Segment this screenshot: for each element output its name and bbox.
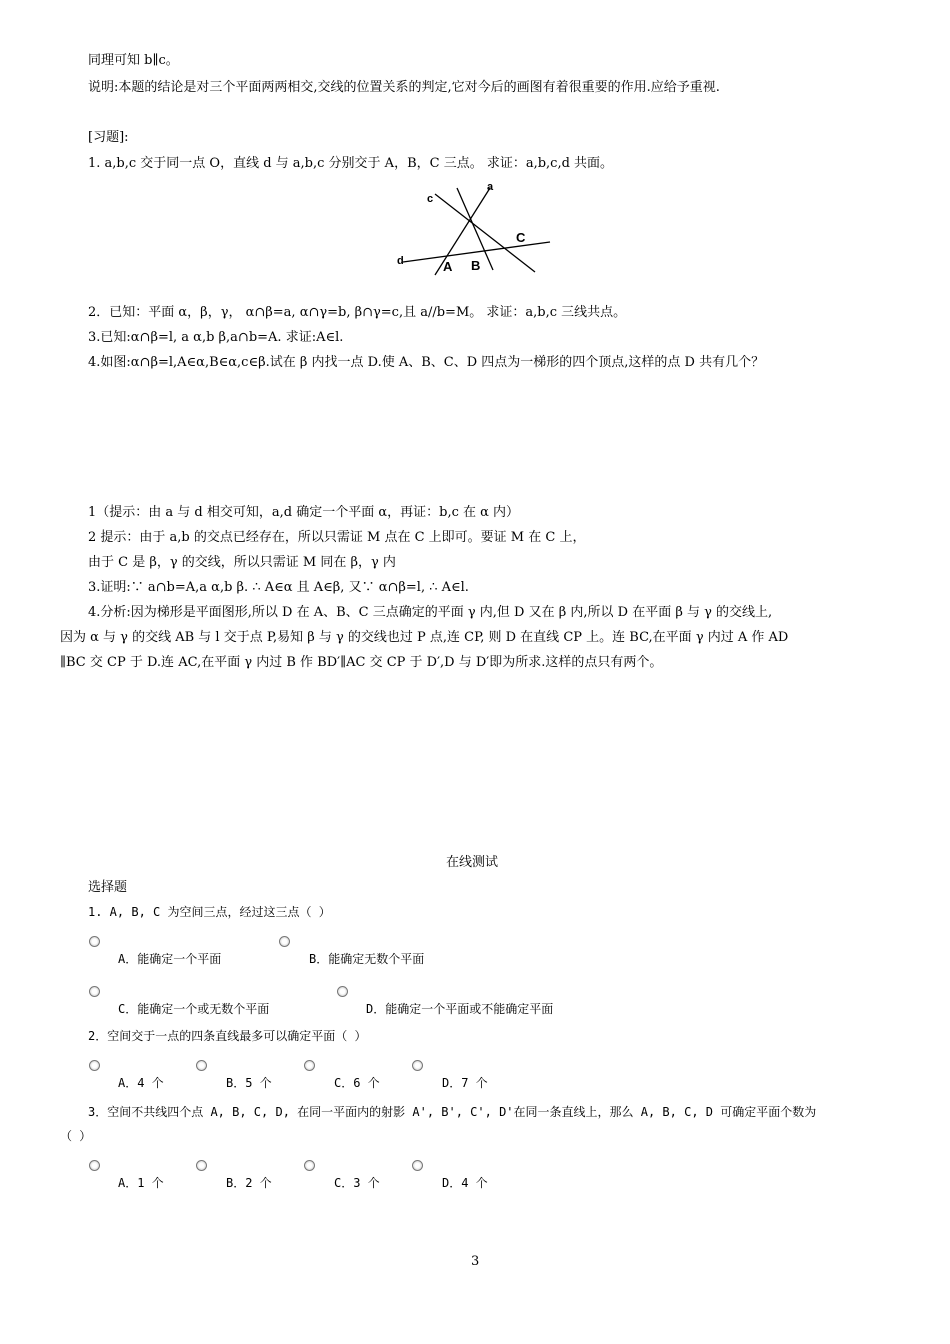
q2-option-d-radio[interactable]: [412, 1060, 423, 1071]
q1-option-a: A．能确定一个平面: [118, 952, 222, 966]
geometry-figure: [395, 180, 555, 280]
q1-option-d-radio[interactable]: [337, 986, 348, 997]
q2-option-a-radio[interactable]: [89, 1060, 100, 1071]
q2-option-c-radio[interactable]: [304, 1060, 315, 1071]
exercise-heading: [习题]:: [88, 130, 129, 145]
exercise-2: 2．已知：平面 α，β，γ， α∩β=a, α∩γ=b, β∩γ=c,且 a//b=M。 求证：a,b,c 三线共点。: [88, 305, 627, 320]
q3-option-d: D．4 个: [442, 1176, 488, 1190]
q2-option-d: D．7 个: [442, 1076, 488, 1090]
text-line: 说明:本题的结论是对三个平面两两相交,交线的位置关系的判定,它对今后的画图有着很重要的作用.应给予重视.: [88, 80, 720, 95]
hint-2: 2 提示：由于 a,b 的交点已经存在，所以只需证 M 点在 C 上即可。要证 M 在 C 上，: [88, 530, 586, 545]
q3-option-c-radio[interactable]: [304, 1160, 315, 1171]
label-C: C: [516, 230, 526, 245]
question-2: 2．空间交于一点的四条直线最多可以确定平面（ ）: [88, 1029, 367, 1043]
text-line: 同理可知 b∥c。: [88, 53, 179, 68]
q2-option-b: B．5 个: [226, 1076, 272, 1090]
hint-4: 4.分析:因为梯形是平面图形,所以 D 在 A、B、C 三点确定的平面 γ 内,但 D 又在 β 内,所以 D 在平面 β 与 γ 的交线上,: [88, 605, 773, 620]
exercise-1: 1. a,b,c 交于同一点 O，直线 d 与 a,b,c 分别交于 A，B，C 三点。 求证：a,b,c,d 共面。: [88, 156, 614, 171]
quiz-section: 选择题: [88, 880, 128, 895]
q2-option-a: A．4 个: [118, 1076, 164, 1090]
q3-option-a-radio[interactable]: [89, 1160, 100, 1171]
exercise-3: 3.已知:α∩β=l, a α,b β,a∩b=A. 求证:A∈l.: [88, 330, 344, 345]
q3-option-b-radio[interactable]: [196, 1160, 207, 1171]
q3-option-b: B．2 个: [226, 1176, 272, 1190]
label-B: B: [471, 258, 481, 273]
hint-4-cont2: ∥BC 交 CP 于 D.连 AC,在平面 γ 内过 B 作 BD′∥AC 交 CP 于 D′,D 与 D′即为所求.这样的点只有两个。: [60, 655, 663, 670]
hint-1: 1（提示：由 a 与 d 相交可知，a,d 确定一个平面 α，再证：b,c 在 α 内）: [88, 505, 520, 520]
hint-4-cont: 因为 α 与 γ 的交线 AB 与 l 交于点 P,易知 β 与 γ 的交线也过 P 点,连 CP, 则 D 在直线 CP 上。连 BC,在平面 γ 内过 A 作 AD: [60, 630, 789, 645]
q2-option-c: C．6 个: [334, 1076, 380, 1090]
label-d: d: [397, 255, 404, 267]
quiz-title: 在线测试: [446, 855, 499, 870]
question-1: 1. A, B, C 为空间三点，经过这三点（ ）: [88, 905, 331, 919]
hint-2-cont: 由于 C 是 β，γ 的交线，所以只需证 M 同在 β，γ 内: [88, 555, 396, 570]
q1-option-a-radio[interactable]: [89, 936, 100, 947]
q3-option-c: C．3 个: [334, 1176, 380, 1190]
q2-option-b-radio[interactable]: [196, 1060, 207, 1071]
question-3: 3．空间不共线四个点 A, B, C, D, 在同一平面内的射影 A', B', C', D'在同一条直线上，那么 A, B, C, D 可确定平面个数为: [88, 1105, 817, 1119]
label-c: c: [427, 193, 434, 205]
page-number: 3: [471, 1254, 480, 1269]
q1-option-d: D．能确定一个平面或不能确定平面: [366, 1002, 554, 1016]
q1-option-c: C．能确定一个或无数个平面: [118, 1002, 270, 1016]
q3-option-d-radio[interactable]: [412, 1160, 423, 1171]
label-a: a: [487, 181, 494, 193]
q3-option-a: A．1 个: [118, 1176, 164, 1190]
q1-option-b: B．能确定无数个平面: [309, 952, 425, 966]
q1-option-b-radio[interactable]: [279, 936, 290, 947]
exercise-4: 4.如图:α∩β=l,A∈α,B∈α,c∈β.试在 β 内找一点 D.使 A、B、C、D 四点为一梯形的四个顶点,这样的点 D 共有几个？: [88, 355, 765, 370]
label-A: A: [443, 259, 453, 274]
hint-3: 3.证明:∵ a∩b=A,a α,b β. ∴ A∈α 且 A∈β, 又∵ α∩β=l, ∴ A∈l.: [88, 580, 469, 595]
question-3-cont: （ ）: [60, 1129, 92, 1143]
q1-option-c-radio[interactable]: [89, 986, 100, 997]
